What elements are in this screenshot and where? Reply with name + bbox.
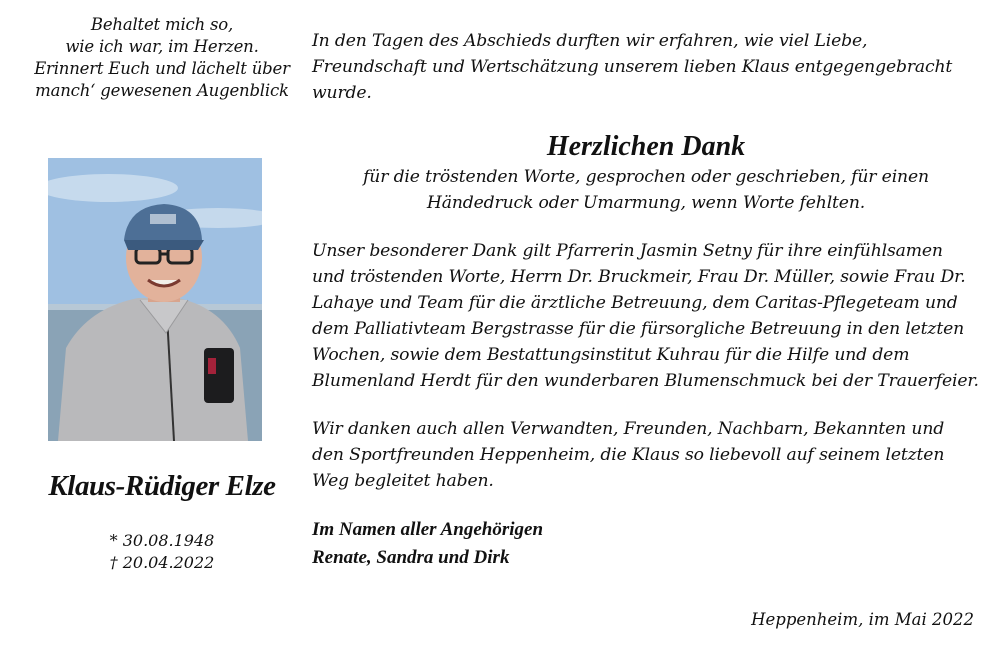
headline: Herzlichen Dank xyxy=(546,131,746,162)
thanks-paragraph: für die tröstenden Worte, gesprochen oder geschrieben, für einen Händedruck oder Umarmung, wenn Worte fehlten. xyxy=(363,167,929,213)
intro-paragraph: In den Tagen des Abschieds durften wir erfahren, wie viel Liebe, Freundschaft und Wertschätzung unserem lieben Klaus entgegengebracht wurde. xyxy=(312,31,953,103)
portrait-photo xyxy=(48,158,262,441)
birth-date: * 30.08.1948 xyxy=(109,531,215,550)
motto-block xyxy=(20,14,304,102)
deceased-name: Klaus-Rüdiger Elze xyxy=(48,470,276,502)
main-text xyxy=(312,28,980,572)
signature-line-1: Im Namen aller Angehörigen xyxy=(312,519,544,540)
motto-line: manch‘ gewesenen Augenblick xyxy=(35,81,289,100)
motto-line: Behaltet mich so, xyxy=(90,15,234,34)
special-thanks-paragraph: Unser besonderer Dank gilt Pfarrerin Jasmin Setny für ihre einfühlsamen und tröstenden Worte, Herrn Dr. Bruckmeir, Frau Dr. Müller, sowie Frau Dr. Lahaye und Team für die ärztliche Betreuung, dem Caritas-Pflegeteam und dem Palliativteam Bergstrasse für die fürsorgliche Betreuung in den letzten Wochen, sowie dem Bestattungsinstitut Kuhrau für die Hilfe und dem Blumenland Herdt für den wunderbaren Blumenschmuck bei der Trauerfeier. xyxy=(312,241,979,391)
life-dates xyxy=(20,530,304,574)
death-date: † 20.04.2022 xyxy=(109,553,215,572)
motto-line: Erinnert Euch und lächelt über xyxy=(34,59,290,78)
motto-line: wie ich war, im Herzen. xyxy=(65,37,259,56)
place-date: Heppenheim, im Mai 2022 xyxy=(751,610,974,629)
portrait-illustration xyxy=(48,158,262,441)
signature-line-2: Renate, Sandra und Dirk xyxy=(312,547,510,568)
relatives-thanks-paragraph: Wir danken auch allen Verwandten, Freunden, Nachbarn, Bekannten und den Sportfreunden Heppenheim, die Klaus so liebevoll auf seinem letzten Weg begleitet haben. xyxy=(312,419,945,491)
